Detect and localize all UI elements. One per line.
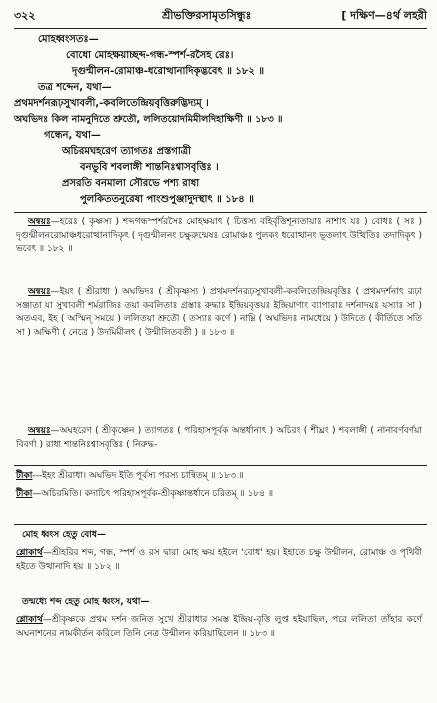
verse-heading: গন্ধেন, যথা—	[44, 130, 101, 141]
commentary-paragraph	[16, 425, 422, 452]
meaning-heading: মোহ ধ্বংস হেতু বোধ—	[22, 530, 106, 540]
tika-label: টীকা	[16, 489, 33, 499]
verse-line: বনভুবি শবলাঙ্গী শান্তনিঃশ্বাসবৃত্তিঃ ।	[80, 162, 219, 173]
tika-label: টীকা	[16, 471, 33, 481]
meaning-heading: তন্মধ্যে শব্দ হেতু মোহ ধ্বংস, যথা—	[22, 597, 150, 607]
verse-line: অচিরমঘহরেণ ত্যাগতঃ প্রস্তগাত্রী	[62, 146, 191, 157]
verse-heading: তত্র শব্দেন, যথা—	[38, 82, 112, 93]
header-rule	[14, 28, 427, 29]
commentary-label: অন্বয়ঃ	[28, 426, 51, 436]
meaning-label: শ্লোকার্থ	[16, 548, 43, 558]
commentary-text: —অঘহরেণ ( শ্রীকৃষ্ণেন ) ত্যাগতঃ ( পরিহাসপূর্বক অন্তর্ধানাৎ ) অচিরং ( শীঘ্রং ) শবলাঙ্গী ( নানাবর্ণবর্ণয়া বিবর্ণা ) রাধা শান্তনিঃশ্বাসবৃত্তিঃ ( নিরুদ্ধ-	[16, 426, 422, 450]
book-title: শ্রীভক্তিরসামৃতসিন্ধুঃ	[162, 9, 252, 22]
commentary-label: অন্বয়ঃ	[28, 217, 51, 227]
running-header	[14, 4, 427, 26]
section-rule	[14, 524, 427, 525]
meaning-paragraph	[16, 547, 422, 574]
meaning-paragraph	[16, 614, 422, 641]
page-number: ৩২২	[14, 9, 36, 22]
meaning-text: —শ্রীকৃষ্ণকে প্রথম দর্শন জনিত সুখে শ্রীরাধার সমস্ত ইন্দ্রিয়-বৃত্তি লুপ্ত হইয়াছিল, পরে ললিতা তাঁহার কর্ণে অঘনাশনের নামকীর্তন করিলে তিনি নেত্র উন্মীলন করিয়াছিলেন ॥ ১৮৩ ॥	[16, 615, 422, 639]
verse-line: প্রসরতি বনমালা সৌরভে পশ্য রাধা	[62, 178, 200, 189]
verse-line: পুলকিততনুরেষা পাংশুপুঞ্জাদুদস্থাৎ ॥ ১৮৪ ॥	[80, 194, 254, 205]
verse-line: দৃগুন্মীলন-রোমাঞ্চ-ধরোত্থানাদিকৃদ্ভবেৎ ॥ ১৮২ ॥	[72, 66, 265, 77]
tika-text: —অচিরমিতি। কদাচিৎ পরিহাসপূর্বক-শ্রীকৃষ্ণান্তর্ধানে চরিতম্ ॥ ১৮৪ ॥	[32, 489, 274, 499]
section-rule	[14, 212, 427, 213]
commentary-text: —হরেঃ ( কৃষ্ণস্য ) শব্দগন্ধস্পর্শরসৈঃ মোহক্ষয়াৎ ( চিত্তস্য বহির্বৃত্তিশূন্যতায়াঃ নাশাৎ যঃ ) বোধঃ ( সঃ ) দৃগুন্মীলনরোমাঞ্চধরোত্থানাদিকৃৎ ( দৃগুন্মীলনং চক্ষুরুন্মেষঃ রোমাঞ্চঃ পুলকং ধরোত্থানং ভূতলাৎ উত্থিতিঃ তদাদিকৃৎ ) ভবেৎ ॥ ১৮২ ॥	[16, 217, 422, 254]
tika-paragraph	[16, 488, 422, 502]
meaning-label: শ্লোকার্থ	[16, 615, 43, 625]
commentary-paragraph	[16, 216, 422, 257]
tika-paragraph	[16, 470, 422, 484]
verse-line: প্রথমদর্শনরূঢ়সুখাবলী,-কবলিতেন্দ্রিয়বৃত্তিরুদ্ভিদ্যম্ ।	[14, 98, 209, 109]
section-rule	[14, 465, 427, 466]
verse-line: অঘভিদঃ কিল নামনুদিতে শ্রুতৌ, ললিতয়োদমিমীলদিহাক্ষিণী ॥ ১৮৩ ॥	[14, 114, 283, 125]
tika-text: ---ইহং শ্রীরাধা। অঘভিদ ইতি পূর্বস্য পরস্য চান্বিতম্ ॥ ১৮৩ ॥	[32, 471, 244, 481]
commentary-label: অন্বয়ঃ	[28, 287, 51, 297]
verse-line: বোধো মোহক্ষয়াচ্ছব্দ-গন্ধ-স্পর্শ-রসৈহ রেঃ।	[66, 50, 234, 61]
meaning-text: —শ্রীহরির শব্দ, গন্ধ, স্পর্শ ও রস দ্বারা মোহ ক্ষয় হইলে 'বোধ' হয়। ইহাতে চক্ষু উন্মীলন, রোমাঞ্চ ও পৃথিবী হইতে উত্থানাদি হয় ॥ ১৮২ ॥	[16, 548, 422, 572]
verse-heading: মোহধ্বংসতঃ—	[38, 34, 99, 45]
commentary-paragraph	[16, 286, 422, 340]
chapter-title: [ দক্ষিণ—৪র্থ লহরী	[341, 9, 427, 22]
commentary-text: —ইয়ং ( শ্রীরাধা ) অঘভিদঃ ( শ্রীকৃষ্ণস্য ) প্রথমদর্শনরূঢ়সুখাবলী-কবলিতেন্দ্রিয়বৃত্তিঃ ( প্রথমদর্শনাৎ রূঢ়া সঞ্জাতা যা সুখাবলী শর্মরাজিঃ তয়া কবলিতাঃ গ্রস্তাঃ রুদ্ধাঃ ইন্দ্রিয়বৃত্তয়ঃ ইন্দ্রিয়াণাং ব্যাপারাঃ দর্শনাদয়ঃ যস্যাঃ সা ) অতএব, ইহ ( অস্মিন্ সময়ে ) ললিতয়া শ্রুতৌ ( তস্যাঃ কর্ণে ) নাম্নি ( অঘভিদঃ নামধেয়ে ) উদিতে ( কীর্তিতে সতি সা ) অক্ষিণী ( নেত্রে ) উদমিমীলৎ ( উন্মীলিতবতী ) ॥ ১৮৩ ॥	[16, 287, 422, 338]
